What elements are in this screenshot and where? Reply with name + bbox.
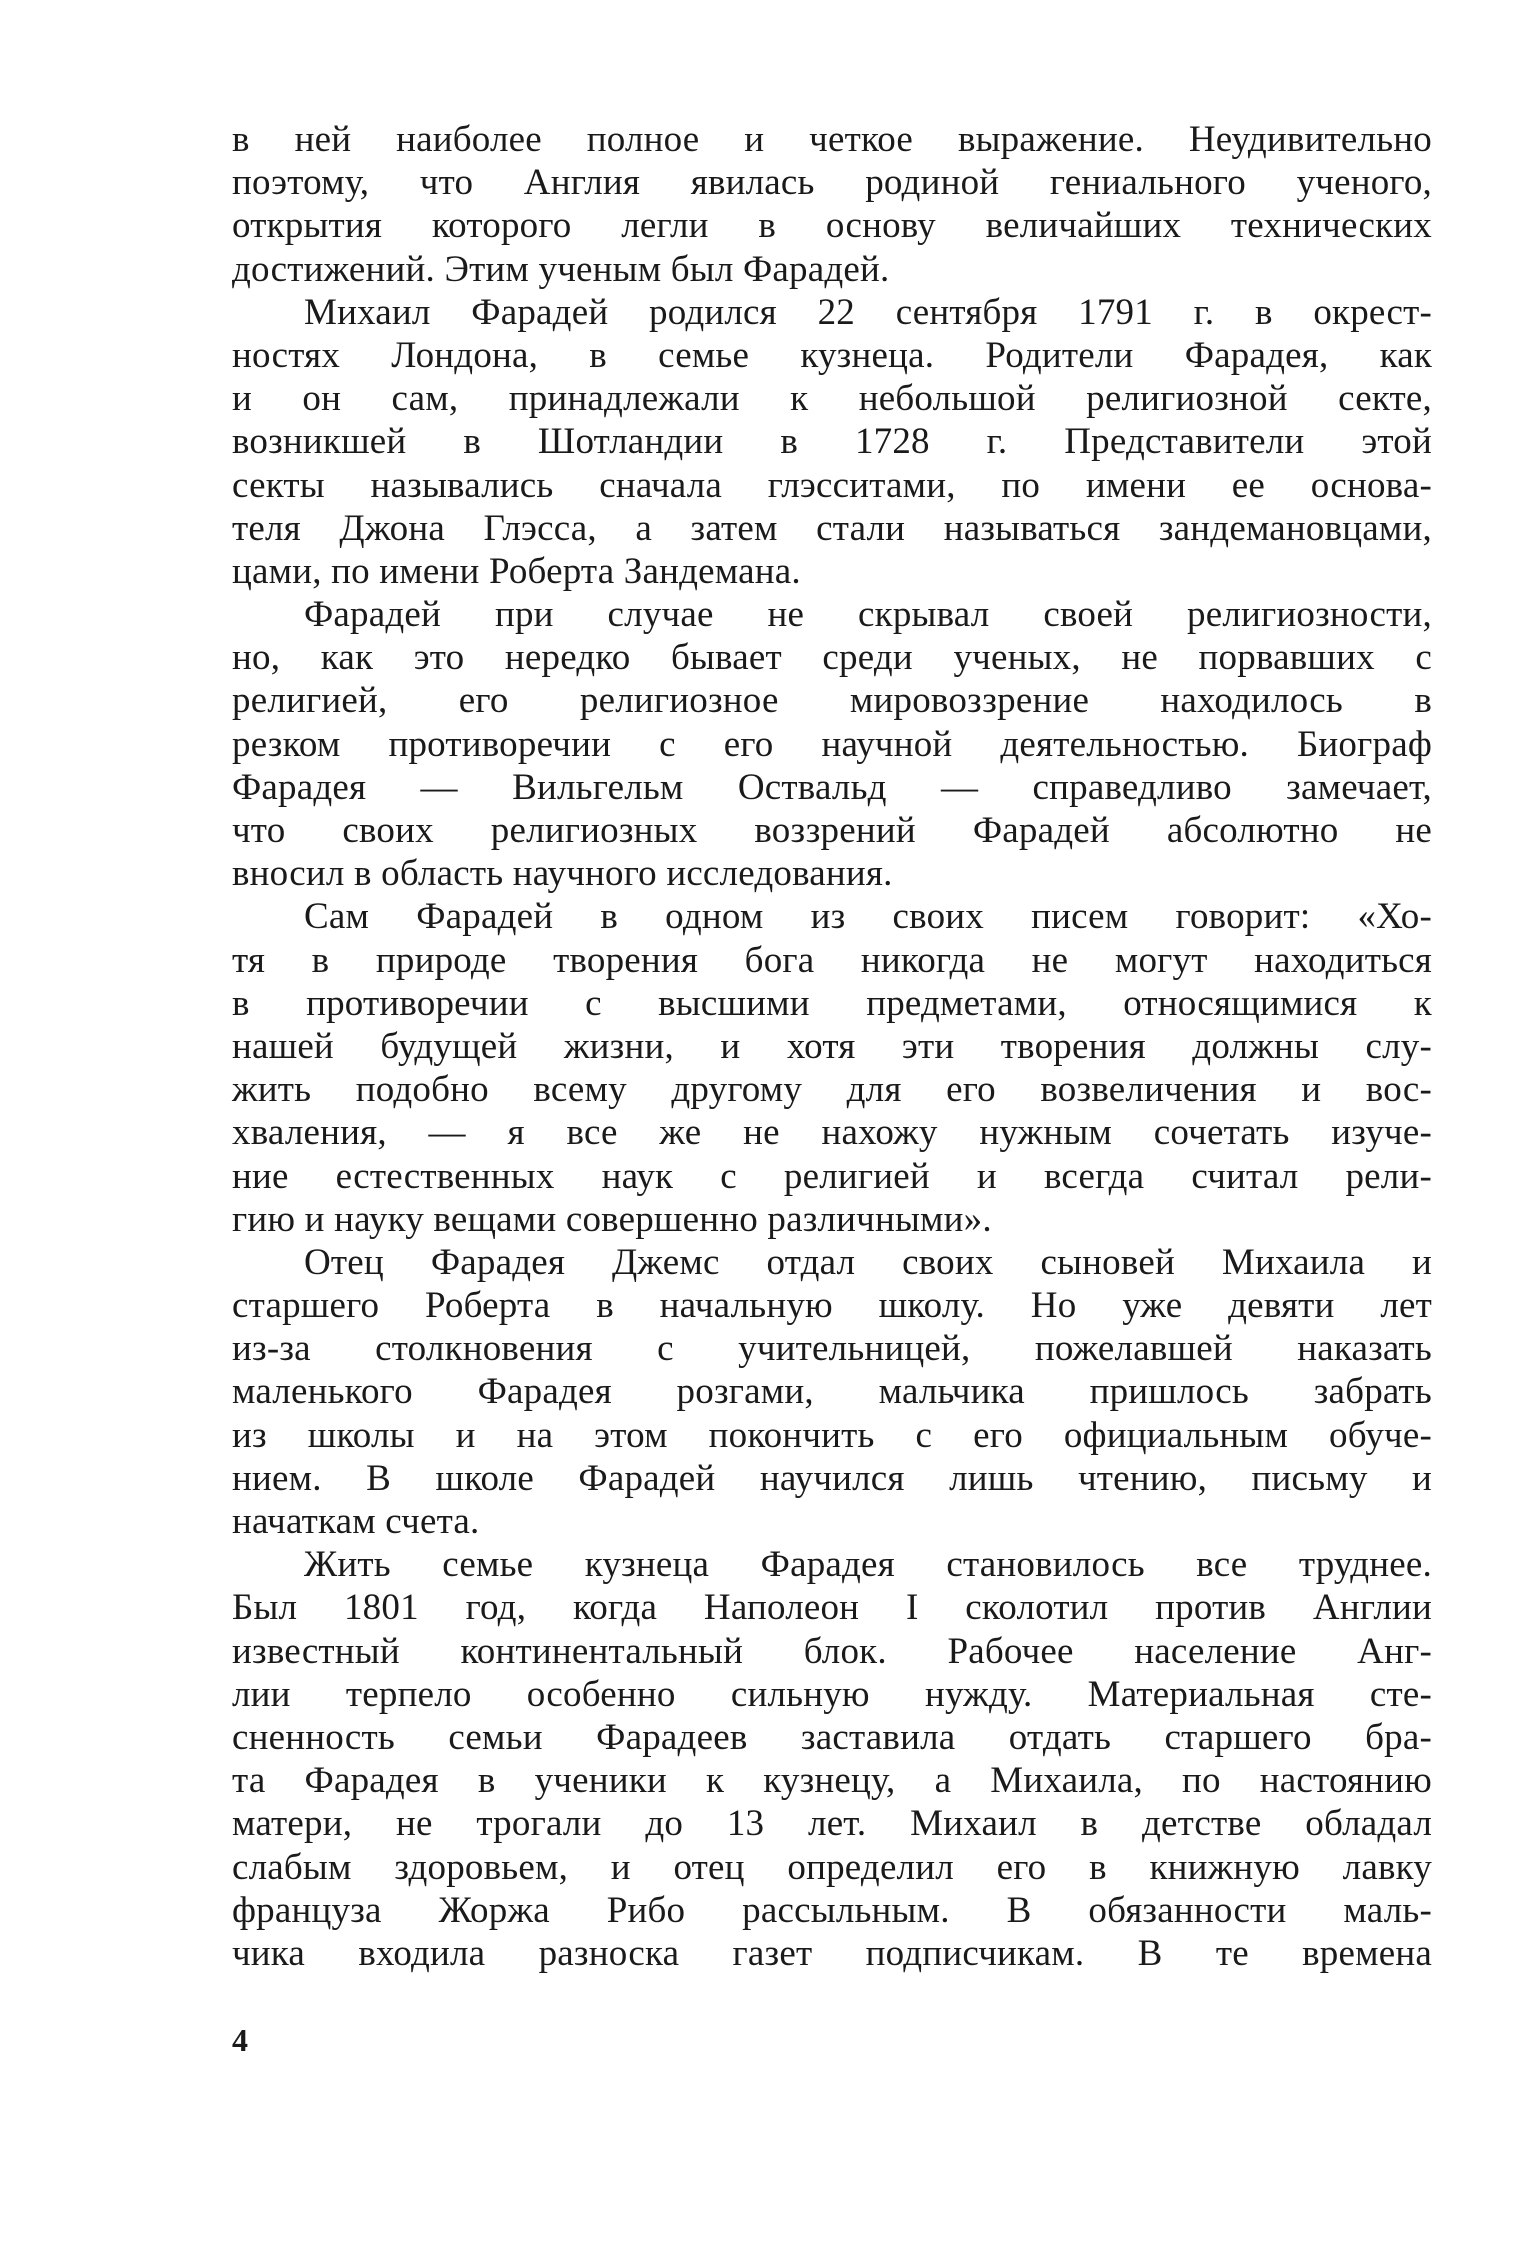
text-line: теля Джона Глэсса, а затем стали называться зандемановцами, — [232, 507, 1432, 549]
text-line: резком противоречии с его научной деятельностью. Биограф — [232, 723, 1432, 765]
text-line: жить подобно всему другому для его возвеличения и вос- — [232, 1069, 1432, 1111]
text-line: хваления, — я все же не нахожу нужным сочетать изуче- — [232, 1112, 1432, 1154]
text-line: вносил в область научного исследования. — [232, 853, 893, 895]
text-line: Жить семье кузнеца Фарадея становилось все труднее. — [304, 1544, 1432, 1586]
paragraph-3 — [232, 593, 1432, 895]
text-line: матери, не трогали до 13 лет. Михаил в детстве обладал — [232, 1803, 1432, 1845]
text-line: нием. В школе Фарадей научился лишь чтению, письму и — [232, 1457, 1432, 1499]
text-line: и он сам, принадлежали к небольшой религиозной секте, — [232, 378, 1432, 420]
text-line: в противоречии с высшими предметами, относящимися к — [232, 982, 1432, 1024]
text-line: лии терпело особенно сильную нужду. Материальная сте- — [232, 1673, 1432, 1715]
text-line: в ней наиболее полное и четкое выражение. Неудивительно — [232, 119, 1432, 160]
paragraph-2 — [232, 291, 1432, 593]
text-line: старшего Роберта в начальную школу. Но уже девяти лет — [232, 1285, 1432, 1327]
text-line: нашей будущей жизни, и хотя эти творения должны слу- — [232, 1025, 1432, 1067]
text-line: Фарадея — Вильгельм Оствальд — справедливо замечает, — [232, 766, 1432, 808]
text-line: цами, по имени Роберта Зандемана. — [232, 550, 801, 592]
page-number: 4 — [232, 2022, 248, 2058]
text-line: маленького Фарадея розгами, мальчика пришлось забрать — [232, 1371, 1432, 1413]
text-line: секты назывались сначала глэсситами, по имени ее основа- — [232, 464, 1432, 506]
text-line: тя в природе творения бога никогда не могут находиться — [232, 939, 1432, 981]
text-line: из школы и на этом покончить с его официальным обуче- — [232, 1414, 1432, 1456]
text-line: но, как это нередко бывает среди ученых, не порвавших с — [232, 637, 1432, 679]
text-line: гию и науку вещами совершенно различными». — [232, 1198, 992, 1240]
text-line: ние естественных наук с религией и всегда считал рели- — [232, 1155, 1432, 1197]
paragraph-6 — [232, 1543, 1432, 1975]
page-body — [232, 118, 1432, 1975]
text-line: религией, его религиозное мировоззрение находилось в — [232, 680, 1432, 722]
text-line: начаткам счета. — [232, 1501, 480, 1542]
paragraph-1 — [232, 118, 1432, 291]
text-line: слабым здоровьем, и отец определил его в книжную лавку — [232, 1846, 1432, 1888]
text-line: чика входила разноска газет подписчикам. В те времена — [232, 1932, 1432, 1974]
text-line: Сам Фарадей в одном из своих писем говорит: «Хо- — [304, 896, 1432, 938]
paragraph-4 — [232, 895, 1432, 1241]
text-line: поэтому, что Англия явилась родиной гениального ученого, — [232, 162, 1432, 204]
text-line: Фарадей при случае не скрывал своей религиозности, — [304, 594, 1432, 636]
paragraph-5 — [232, 1241, 1432, 1543]
text-line: француза Жоржа Рибо рассыльным. В обязанности маль- — [232, 1889, 1432, 1931]
text-line: достижений. Этим ученым был Фарадей. — [232, 248, 890, 290]
text-line: из-за столкновения с учительницей, пожелавшей наказать — [232, 1328, 1432, 1370]
text-line: известный континентальный блок. Рабочее население Анг- — [232, 1630, 1432, 1672]
text-line: ностях Лондона, в семье кузнеца. Родители Фарадея, как — [232, 334, 1432, 376]
text-line: Михаил Фарадей родился 22 сентября 1791 г. в окрест- — [304, 291, 1432, 333]
text-line: сненность семьи Фарадеев заставила отдать старшего бра- — [232, 1716, 1432, 1758]
text-line: открытия которого легли в основу величайших технических — [232, 205, 1432, 247]
text-line: та Фарадея в ученики к кузнецу, а Михаила, по настоянию — [232, 1760, 1432, 1802]
text-line: что своих религиозных воззрений Фарадей абсолютно не — [232, 810, 1432, 851]
text-line: Был 1801 год, когда Наполеон I сколотил против Англии — [232, 1587, 1432, 1629]
text-line: Отец Фарадея Джемс отдал своих сыновей Михаила и — [304, 1241, 1432, 1283]
text-line: возникшей в Шотландии в 1728 г. Представители этой — [232, 421, 1432, 463]
